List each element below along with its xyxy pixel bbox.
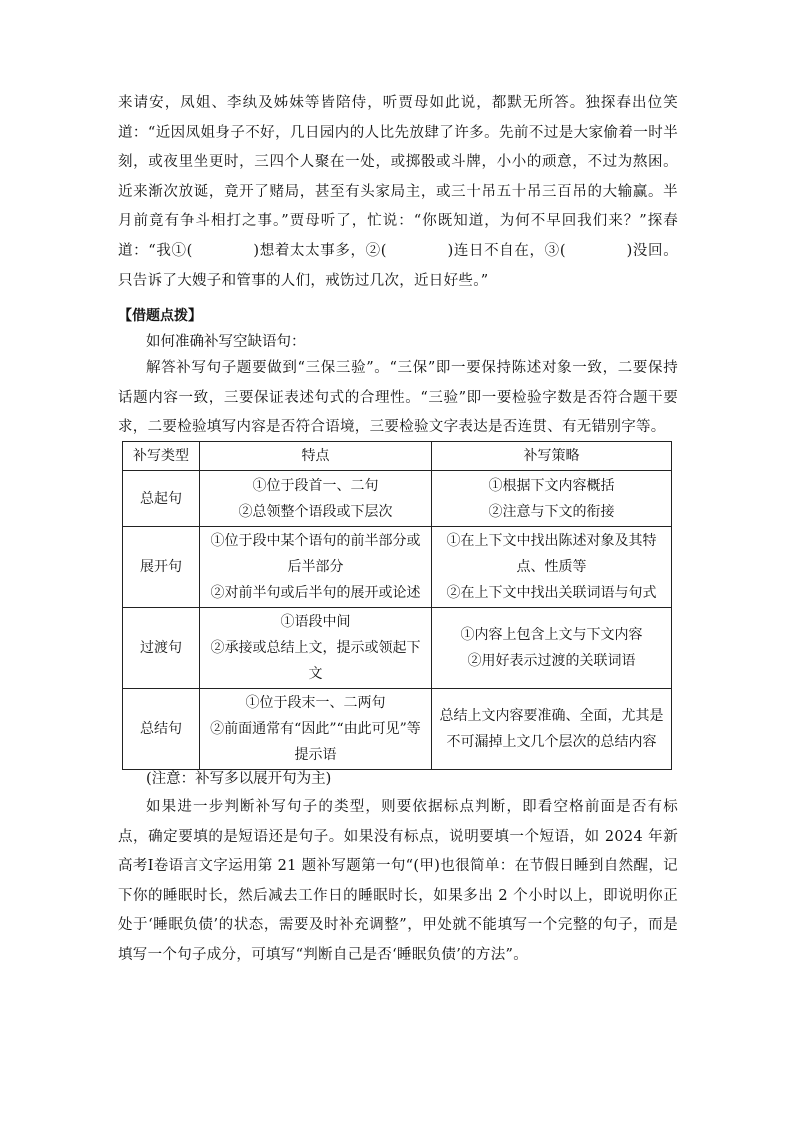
feature-line: ①语段中间: [280, 614, 351, 630]
feature-line: ②承接或总结上文，提示或领起下文: [210, 640, 421, 682]
note-text: (注意：补写多以展开句为主): [146, 771, 332, 787]
section-label: 【借题点拨】: [118, 308, 202, 324]
how-to-heading: 如何准确补写空缺语句：: [146, 334, 306, 350]
strategy-line: ①内容上包含上文与下文内容: [460, 627, 643, 643]
table-row: [123, 527, 672, 608]
row-strategy: [432, 527, 672, 608]
feature-line: ②对前半句或后半句的展开或论述: [210, 585, 421, 601]
row-type: 总结句: [123, 689, 200, 770]
header-features: 特点: [200, 442, 432, 471]
row-features: [200, 471, 432, 527]
strategy-line: ②注意与下文的衔接: [488, 503, 615, 520]
intro-paragraph: 解答补写句子题要做到“三保三验”。“三保”即一要保持陈述对象一致，二要保持话题内容一致，三要保证表述句式的合理性。“三验”即一要检验字数是否符合题干要求，二要检验填写内容是否符合语境，三要检验文字表达是否连贯、有无错别字等。: [118, 360, 678, 436]
table-row: [123, 689, 672, 770]
row-features: [200, 689, 432, 770]
feature-line: ①位于段中某个语句的前半部分或后半部分: [210, 533, 421, 575]
feature-line: ②前面通常有“因此”“由此可见”等提示语: [210, 721, 421, 763]
strategy-line: ①根据下文内容概括: [488, 477, 615, 494]
feature-line: ①位于段末一、二两句: [245, 695, 386, 711]
row-strategy: [432, 689, 672, 770]
table-row: [123, 471, 672, 527]
row-strategy: [432, 608, 672, 689]
feature-line: ②总领整个语段或下层次: [238, 503, 393, 520]
header-strategy: 补写策略: [432, 442, 672, 471]
strategy-line: ②用好表示过渡的关联词语: [467, 653, 636, 669]
strategy-line: ①在上下文中找出陈述对象及其特点、性质等: [446, 533, 657, 575]
table-row: [123, 608, 672, 689]
row-features: [200, 608, 432, 689]
feature-line: ①位于段首一、二句: [252, 477, 379, 494]
strategy-line: ②在上下文中找出关联词语与句式: [446, 585, 657, 601]
closing-paragraph: 如果进一步判断补写句子的类型，则要依据标点判断，即看空格前面是否有标点，确定要填的是短语还是句子。如果没有标点，说明要填一个短语，如 2024 年新高考Ⅰ卷语言文字运用第 21 题补写题第一句“(甲)也很简单：在节假日睡到自然醒，记下你的睡眠时长，然后减去工作日的睡眠时长，如果多出 2 个小时以上，即说明你正处于‘睡眠负债’的状态，需要及时补充调整”，甲处就不能填写一个完整的句子，而是填写一个句子成分，可填写“判断自己是否‘睡眠负债’的方法”。: [118, 799, 678, 963]
row-features: [200, 527, 432, 608]
row-type: 过渡句: [123, 608, 200, 689]
strategy-line: 总结上文内容要准确、全面，尤其是不可漏掉上文几个层次的总结内容: [439, 708, 664, 750]
row-type: 展开句: [123, 527, 200, 608]
row-type: 总起句: [123, 471, 200, 527]
table-header-row: [123, 442, 672, 471]
header-type: 补写类型: [123, 442, 200, 471]
strategy-table: [122, 441, 672, 770]
row-strategy: [432, 471, 672, 527]
passage-paragraph: 来请安，凤姐、李纨及姊妹等皆陪侍，听贾母如此说，都默无所答。独探春出位笑道：“近因凤姐身子不好，几日园内的人比先放肆了许多。先前不过是大家偷着一时半刻，或夜里坐更时，三四个人聚在一处，或掷骰或斗牌，小小的顽意，不过为熬困。近来渐次放诞，竟开了赌局，甚至有头家局主，或三十吊五十吊三百吊的大输赢。半月前竟有争斗相打之事。”贾母听了，忙说：“你既知道，为何不早回我们来？”探春道：“我①( )想着太太事多，②( )连日不自在，③( )没回。只告诉了大嫂子和管事的人们，戒饬过几次，近日好些。”: [118, 95, 678, 289]
